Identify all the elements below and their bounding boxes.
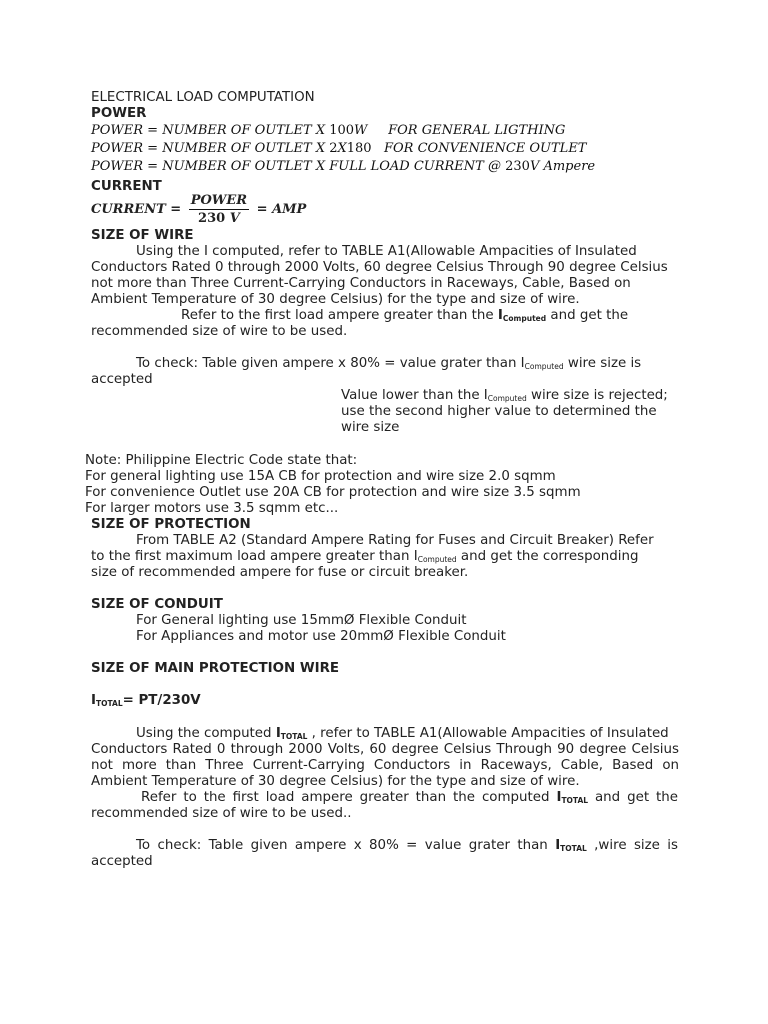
wire-paragraph-line: Conductors Rated 0 through 2000 Volts, 60 degree Celsius Through 90 degree Celsius — [91, 260, 668, 275]
conduit-heading: SIZE OF CONDUIT — [91, 597, 223, 612]
wire-heading: SIZE OF WIRE — [91, 228, 194, 243]
wire-paragraph-line: not more than Three Current-Carrying Conductors in Raceways, Cable, Based on — [91, 276, 631, 291]
document-title: ELECTRICAL LOAD COMPUTATION — [91, 90, 315, 105]
wire-check-line: accepted — [91, 372, 153, 387]
wire-lower-line: Value lower than the $I_{Computed}$ wire size is rejected; — [341, 388, 668, 403]
note-line: For convenience Outlet use 20A CB for protection and wire size 3.5 sqmm — [85, 485, 581, 500]
main-paragraph-line: Ambient Temperature of 30 degree Celsius) for the type and size of wire. — [91, 774, 580, 789]
note-line: For larger motors use 3.5 sqmm etc... — [85, 501, 339, 516]
power-formula-full-load: POWER = NUMBER OF OUTLET X FULL LOAD CURRENT @ 230V Ampere — [91, 159, 596, 174]
itotal-formula: ITOTAL= PT/230V — [91, 693, 201, 708]
power-formula-convenience-outlet: POWER = NUMBER OF OUTLET X 2X180 FOR CONVENIENCE OUTLET — [91, 141, 587, 156]
wire-lower-line: wire size — [341, 420, 400, 435]
main-paragraph-line: Conductors Rated 0 through 2000 Volts, 60 degree Celsius Through 90 degree Celsius — [91, 742, 679, 757]
current-heading: CURRENT — [91, 179, 162, 194]
power-heading: POWER — [91, 106, 147, 121]
main-check-line: accepted — [91, 854, 153, 869]
wire-paragraph-line: Ambient Temperature of 30 degree Celsius) for the type and size of wire. — [91, 292, 580, 307]
note-line: Note: Philippine Electric Code state that: — [85, 453, 358, 468]
wire-refer-line: Refer to the first load ampere greater than the IComputed and get the — [181, 308, 629, 323]
protection-line: size of recommended ampere for fuse or circuit breaker. — [91, 565, 469, 580]
current-fraction: $\frac{\text{POWER}}{230 V}$ — [190, 193, 248, 226]
current-formula: CURRENT = $\frac{\text{POWER}}{230 V}$ = AMP — [91, 193, 307, 226]
wire-lower-line: use the second higher value to determined the — [341, 404, 657, 419]
wire-refer-line: recommended size of wire to be used. — [91, 324, 348, 339]
protection-heading: SIZE OF PROTECTION — [91, 517, 251, 532]
conduit-line: For General lighting use 15mmØ Flexible Conduit — [136, 613, 467, 628]
wire-paragraph-line: Using the I computed, refer to TABLE A1(Allowable Ampacities of Insulated — [136, 244, 637, 259]
main-refer-line: Refer to the first load ampere greater than the computed ITOTAL and get the — [141, 790, 678, 805]
main-refer-line: recommended size of wire to be used.. — [91, 806, 352, 821]
main-protection-heading: SIZE OF MAIN PROTECTION WIRE — [91, 661, 340, 676]
conduit-line: For Appliances and motor use 20mmØ Flexible Conduit — [136, 629, 506, 644]
main-paragraph-line: not more than Three Current-Carrying Conductors in Raceways, Cable, Based on — [91, 758, 679, 773]
wire-check-line: To check: Table given ampere x 80% = value grater than $I_{Computed}$ wire size is — [136, 356, 642, 371]
note-line: For general lighting use 15A CB for protection and wire size 2.0 sqmm — [85, 469, 556, 484]
protection-line: to the first maximum load ampere greater than $I_{Computed}$ and get the corresponding — [91, 549, 639, 564]
power-formula-general-lighting: POWER = NUMBER OF OUTLET X 100W FOR GENERAL LIGTHING — [91, 123, 566, 138]
protection-line: From TABLE A2 (Standard Ampere Rating for Fuses and Circuit Breaker) Refer — [136, 533, 654, 548]
main-check-line: To check: Table given ampere x 80% = value grater than ITOTAL ,wire size is — [136, 838, 678, 853]
main-paragraph-line: Using the computed ITOTAL , refer to TABLE A1(Allowable Ampacities of Insulated — [136, 726, 669, 741]
